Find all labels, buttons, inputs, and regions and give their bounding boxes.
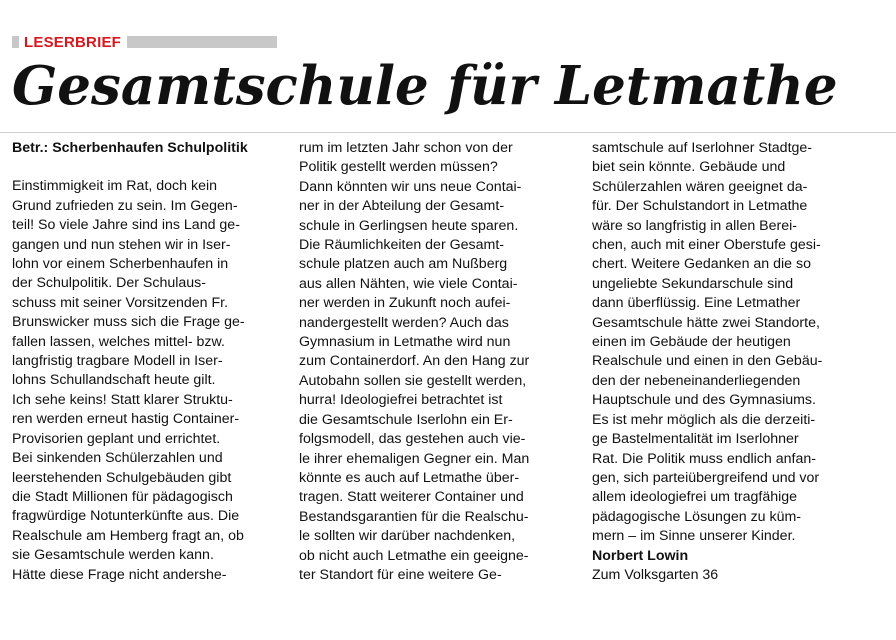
text-line: Die Räumlichkeiten der Gesamt- <box>299 237 505 254</box>
kicker-bar <box>127 36 277 48</box>
text-line: Provisorien geplant und errichtet. <box>12 430 221 447</box>
text-line: ge Bastelmentalität im Iserlohner <box>592 431 799 448</box>
text-line: aus allen Nähten, wie viele Contai- <box>299 275 518 292</box>
text-line: Schülerzahlen wären geeignet da- <box>592 178 808 195</box>
text-line: samtschule auf Iserlohner Stadtge- <box>592 140 813 156</box>
text-line: gen, sich parteiübergreifend und vor <box>592 469 820 486</box>
text-line: ungeliebte Sekundarschule sind <box>592 275 794 292</box>
text-line: lohn vor einem Scherbenhaufen in <box>12 256 229 273</box>
text-line: ner in der Abteilung der Gesamt- <box>299 198 505 215</box>
column-2 <box>299 139 577 585</box>
paragraph-gap <box>12 158 280 177</box>
text-line: tragen. Statt weiterer Container und <box>299 489 524 506</box>
text-line: ob nicht auch Letmathe ein geeigne- <box>299 547 529 564</box>
text-line: allem ideologiefrei um tragfähige <box>592 489 798 506</box>
text-line: chert. Weitere Gedanken an die so <box>592 256 811 273</box>
text-line: Autobahn sollen sie gestellt werden, <box>299 372 527 389</box>
text-line: Gymnasium in Letmathe wird nun <box>299 334 511 351</box>
text-line: Dann könnten wir uns neue Contai- <box>299 178 522 195</box>
text-line: le sollten wir darüber nachdenken, <box>299 528 516 545</box>
text-line: leerstehenden Schulgebäuden gibt <box>12 469 232 486</box>
column-3 <box>592 139 878 585</box>
text-line: teil! So viele Jahre sind ins Land ge- <box>12 217 240 234</box>
text-line: der Schulpolitik. Der Schulaus- <box>12 275 206 292</box>
text-line: Gesamtschule hätte zwei Standorte, <box>592 314 820 331</box>
text-line: schule in Gerlingsen heute sparen. <box>299 217 519 234</box>
text-line: den der nebeneinanderliegenden <box>592 372 801 389</box>
text-line: Realschule am Hemberg fragt an, ob <box>12 527 244 544</box>
text-line: für. Der Schulstandort in Letmathe <box>592 198 808 215</box>
text-line: Hauptschule und des Gymnasiums. <box>592 392 816 409</box>
text-line: fragwürdige Notunterkünfte aus. Die <box>12 508 240 525</box>
article-headline: Gesamtschule für Letmathe <box>12 55 838 117</box>
text-line: nandergestellt werden? Auch das <box>299 314 509 331</box>
text-line: die Gesamtschule Iserlohn ein Er- <box>299 411 513 428</box>
text-line: pädagogische Lösungen zu küm- <box>592 508 802 525</box>
section-kicker <box>12 32 277 52</box>
text-line: zum Containerdorf. An den Hang zur <box>299 353 530 370</box>
text-line: Bei sinkenden Schülerzahlen und <box>12 450 223 467</box>
text-line: hurra! Ideologiefrei betrachtet ist <box>299 392 503 409</box>
reference-line: Betr.: Scherbenhaufen Schulpolitik <box>12 140 248 156</box>
text-line: wäre so langfristig in allen Berei- <box>592 217 798 234</box>
text-line: die Stadt Millionen für pädagogisch <box>12 488 233 505</box>
kicker-label: LESERBRIEF <box>24 33 122 51</box>
text-line: einen im Gebäude der heutigen <box>592 334 791 351</box>
text-line: Politik gestellt werden müssen? <box>299 159 498 176</box>
text-line: schuss mit seiner Vorsitzenden Fr. <box>12 294 229 311</box>
author-name: Norbert Lowin <box>592 547 689 564</box>
text-line: ner werden in Zukunft noch aufei- <box>299 295 511 312</box>
text-line: Rat. Die Politik muss endlich anfan- <box>592 450 816 467</box>
text-line: biet sein könnte. Gebäude und <box>592 159 786 176</box>
text-line: Es ist mehr möglich als die derzeiti- <box>592 411 816 428</box>
text-line: Realschule und einen in den Gebäu- <box>592 353 823 370</box>
kicker-square <box>12 36 19 48</box>
text-line: schule platzen auch am Nußberg <box>299 256 508 273</box>
text-line: langfristig tragbare Modell in Iser- <box>12 353 223 370</box>
text-line: Brunswicker muss sich die Frage ge- <box>12 314 245 331</box>
text-line: gangen und nun stehen wir in Iser- <box>12 236 231 253</box>
text-line: rum im letzten Jahr schon von der <box>299 140 513 156</box>
text-line: lohns Schullandschaft heute gilt. <box>12 372 216 389</box>
author-address: Zum Volksgarten 36 <box>592 566 719 583</box>
text-line: könnte es auch auf Letmathe über- <box>299 469 520 486</box>
text-line: Ich sehe keins! Statt klarer Struktu- <box>12 391 233 408</box>
text-line: mern – im Sinne unserer Kinder. <box>592 528 796 545</box>
headline-divider <box>0 132 896 133</box>
text-line: Grund zufrieden zu sein. Im Gegen- <box>12 197 238 214</box>
text-line: fallen lassen, welches mittel- bzw. <box>12 333 225 350</box>
text-line: Hätte diese Frage nicht andershe- <box>12 566 227 583</box>
text-line: dann überflüssig. Eine Letmather <box>592 295 801 312</box>
text-line: ren werden erneut hastig Container- <box>12 411 240 428</box>
text-line: Bestandsgarantien für die Realschu- <box>299 508 529 525</box>
column-1 <box>12 139 280 585</box>
text-line: le ihrer ehemaligen Gegner ein. Man <box>299 450 530 467</box>
text-line: Einstimmigkeit im Rat, doch kein <box>12 178 217 195</box>
text-line: ter Standort für eine weitere Ge- <box>299 566 502 583</box>
text-line: folgsmodell, das gestehen auch vie- <box>299 431 526 448</box>
text-line: chen, auch mit einer Oberstufe gesi- <box>592 237 821 254</box>
text-line: sie Gesamtschule werden kann. <box>12 547 214 564</box>
